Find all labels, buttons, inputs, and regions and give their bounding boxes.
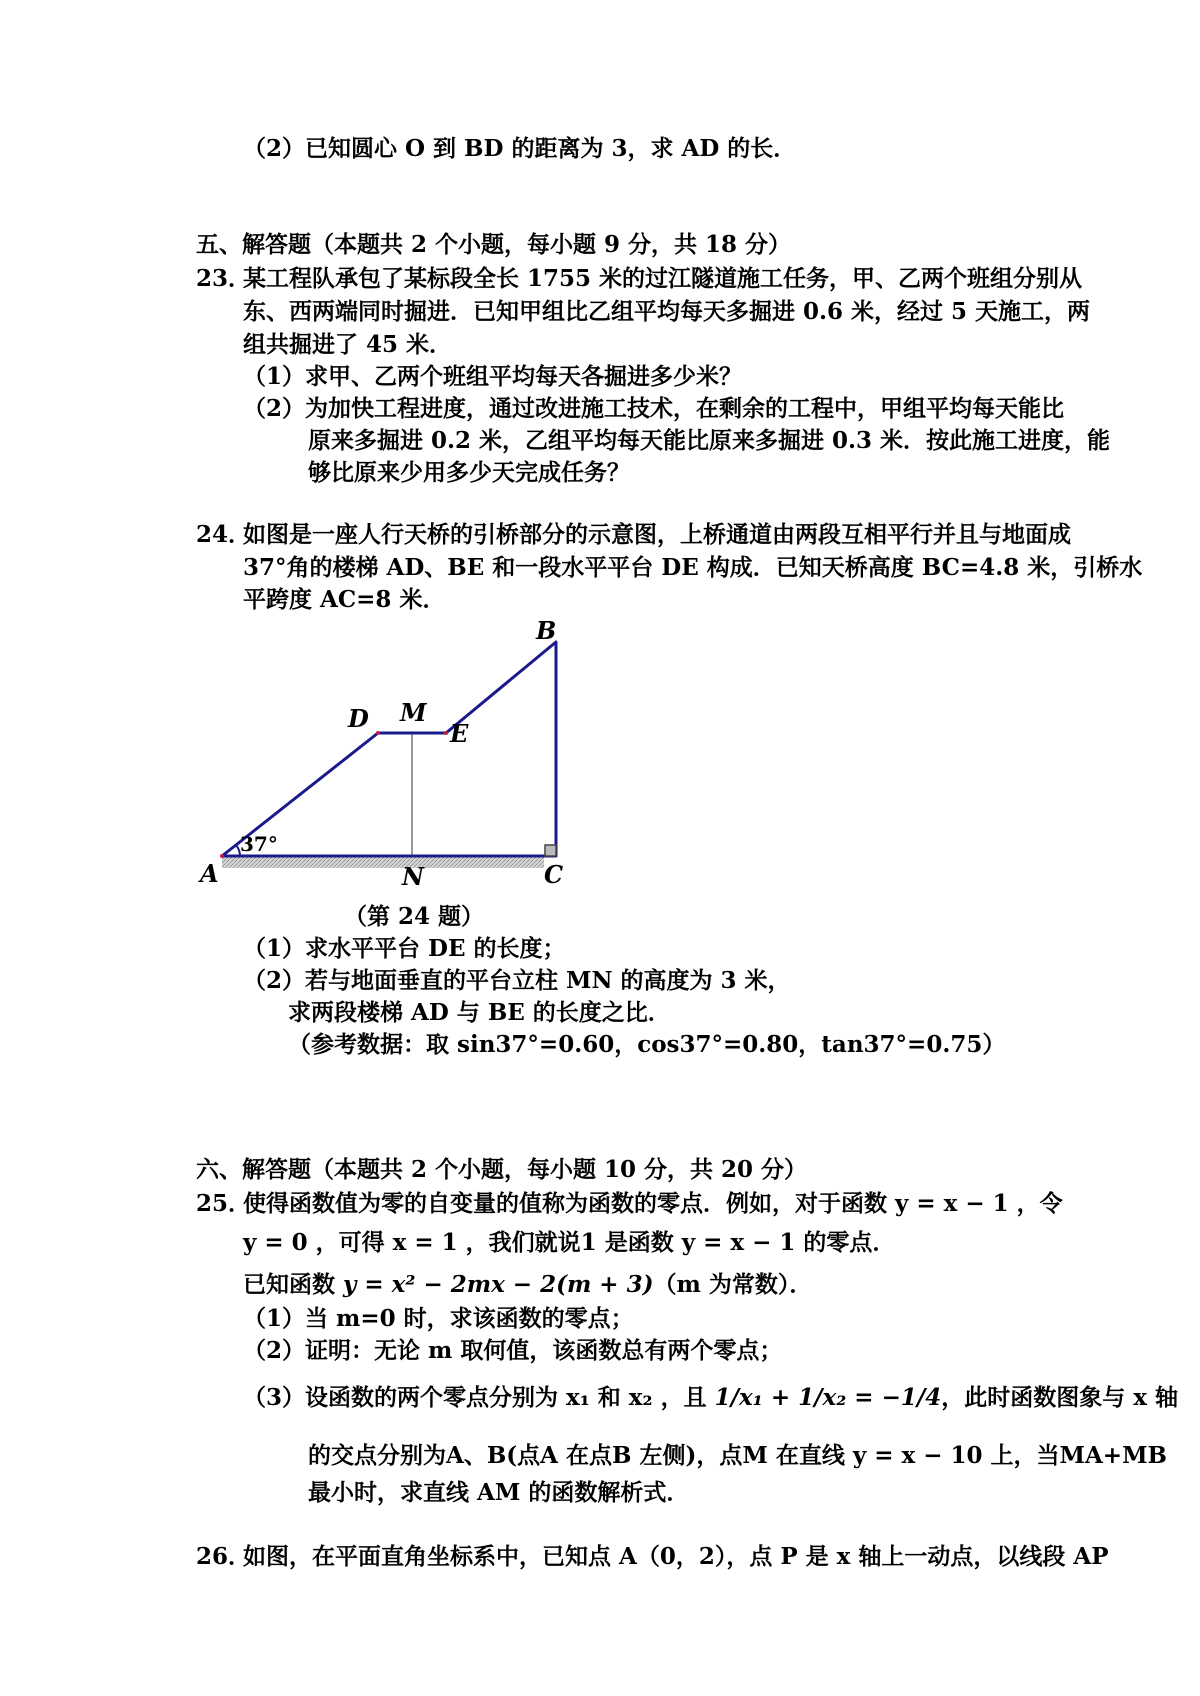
- q23-line3: 组共掘进了 45 米．: [243, 331, 453, 358]
- q24-part2-line1: （2）若与地面垂直的平台立柱 MN 的高度为 3 米，: [243, 967, 791, 994]
- q23-part2-line2: 原来多掘进 0.2 米，乙组平均每天能比原来多掘进 0.3 米．按此施工进度，能: [308, 427, 1111, 454]
- q26-number: 26．: [196, 1543, 252, 1570]
- q25-part3-prefix: （3）设函数的两个零点分别为 x₁ 和 x₂ ，且: [243, 1384, 707, 1411]
- q25-part3: [243, 1383, 1178, 1413]
- label-n: N: [402, 862, 424, 891]
- q25-part1: （1）当 m=0 时，求该函数的零点；: [243, 1305, 634, 1332]
- bridge-outline: [222, 642, 556, 856]
- q23-line2: 东、西两端同时掘进．已知甲组比乙组平均每天多掘进 0.6 米，经过 5 天施工，两: [243, 298, 1091, 325]
- label-a: A: [200, 859, 219, 888]
- q24-part1: （1）求水平平台 DE 的长度；: [243, 935, 566, 962]
- q25-part3-line2: 的交点分别为A、B(点A 在点B 左侧)，点M 在直线 y = x − 10 上，当MA+MB: [308, 1442, 1167, 1469]
- q24-line3: 平跨度 AC=8 米．: [243, 586, 446, 613]
- q23-part2-line1: （2）为加快工程进度，通过改进施工技术，在剩余的工程中，甲组平均每天能比: [243, 395, 1065, 422]
- point-e: [444, 731, 448, 735]
- q24-number: 24．: [196, 521, 252, 548]
- right-angle-marker: [545, 845, 556, 856]
- q24-figure-caption: （第 24 题）: [344, 903, 485, 930]
- q23-part1: （1）求甲、乙两个班组平均每天各掘进多少米？: [243, 363, 743, 390]
- point-a: [220, 854, 224, 858]
- label-e: E: [450, 719, 469, 748]
- q24-part2-line2: 求两段楼梯 AD 与 BE 的长度之比．: [288, 999, 671, 1026]
- q24-line1: 如图是一座人行天桥的引桥部分的示意图，上桥通道由两段互相平行并且与地面成: [243, 521, 1071, 548]
- q24-line2: 37°角的楼梯 AD、BE 和一段水平平台 DE 构成．已知天桥高度 BC=4.8 米，引桥水: [243, 554, 1143, 581]
- point-d: [376, 731, 380, 735]
- label-m: M: [400, 698, 427, 727]
- q25-part3-line3: 最小时，求直线 AM 的函数解析式．: [308, 1479, 690, 1506]
- label-d: D: [348, 704, 369, 733]
- q25-number: 25．: [196, 1190, 252, 1217]
- section6-title: 六、解答题（本题共 2 个小题，每小题 10 分，共 20 分）: [196, 1156, 808, 1183]
- q26-line1: 如图，在平面直角坐标系中，已知点 A（0，2），点 P 是 x 轴上一动点，以线段 AP: [243, 1543, 1109, 1570]
- q23-line1: 某工程队承包了某标段全长 1755 米的过江隧道施工任务，甲、乙两个班组分别从: [243, 265, 1083, 292]
- q25-part2: （2）证明：无论 m 取何值，该函数总有两个零点；: [243, 1337, 783, 1364]
- q24-reference: （参考数据：取 sin37°=0.60，cos37°=0.80，tan37°=0.75）: [288, 1031, 1006, 1058]
- q22-part2: （2）已知圆心 O 到 BD 的距离为 3，求 AD 的长．: [243, 135, 797, 162]
- label-angle: 37°: [240, 832, 278, 856]
- q25-given-suffix: （m 为常数）．: [653, 1271, 813, 1298]
- section5-title: 五、解答题（本题共 2 个小题，每小题 9 分，共 18 分）: [196, 231, 792, 258]
- q25-given-formula: y = x² − 2mx − 2(m + 3): [343, 1271, 654, 1298]
- q25-line1: 使得函数值为零的自变量的值称为函数的零点．例如，对于函数 y = x − 1 ，令: [243, 1190, 1063, 1217]
- q25-part3-suffix: ，此时函数图象与 x 轴: [941, 1384, 1178, 1411]
- q25-part3-equation: 1/x₁ + 1/x₂ = −1/4: [714, 1384, 942, 1411]
- q25-given: [243, 1270, 812, 1300]
- q25-given-prefix: 已知函数: [243, 1271, 344, 1298]
- bridge-diagram: [190, 615, 590, 895]
- q23-part2-line3: 够比原来少用多少天完成任务？: [308, 459, 630, 486]
- q23-number: 23．: [196, 265, 252, 292]
- label-b: B: [536, 616, 557, 645]
- ground-hatch: [222, 856, 544, 868]
- q25-line2: y = 0 ，可得 x = 1 ，我们就说1 是函数 y = x − 1 的零点．: [243, 1229, 896, 1256]
- label-c: C: [544, 860, 564, 889]
